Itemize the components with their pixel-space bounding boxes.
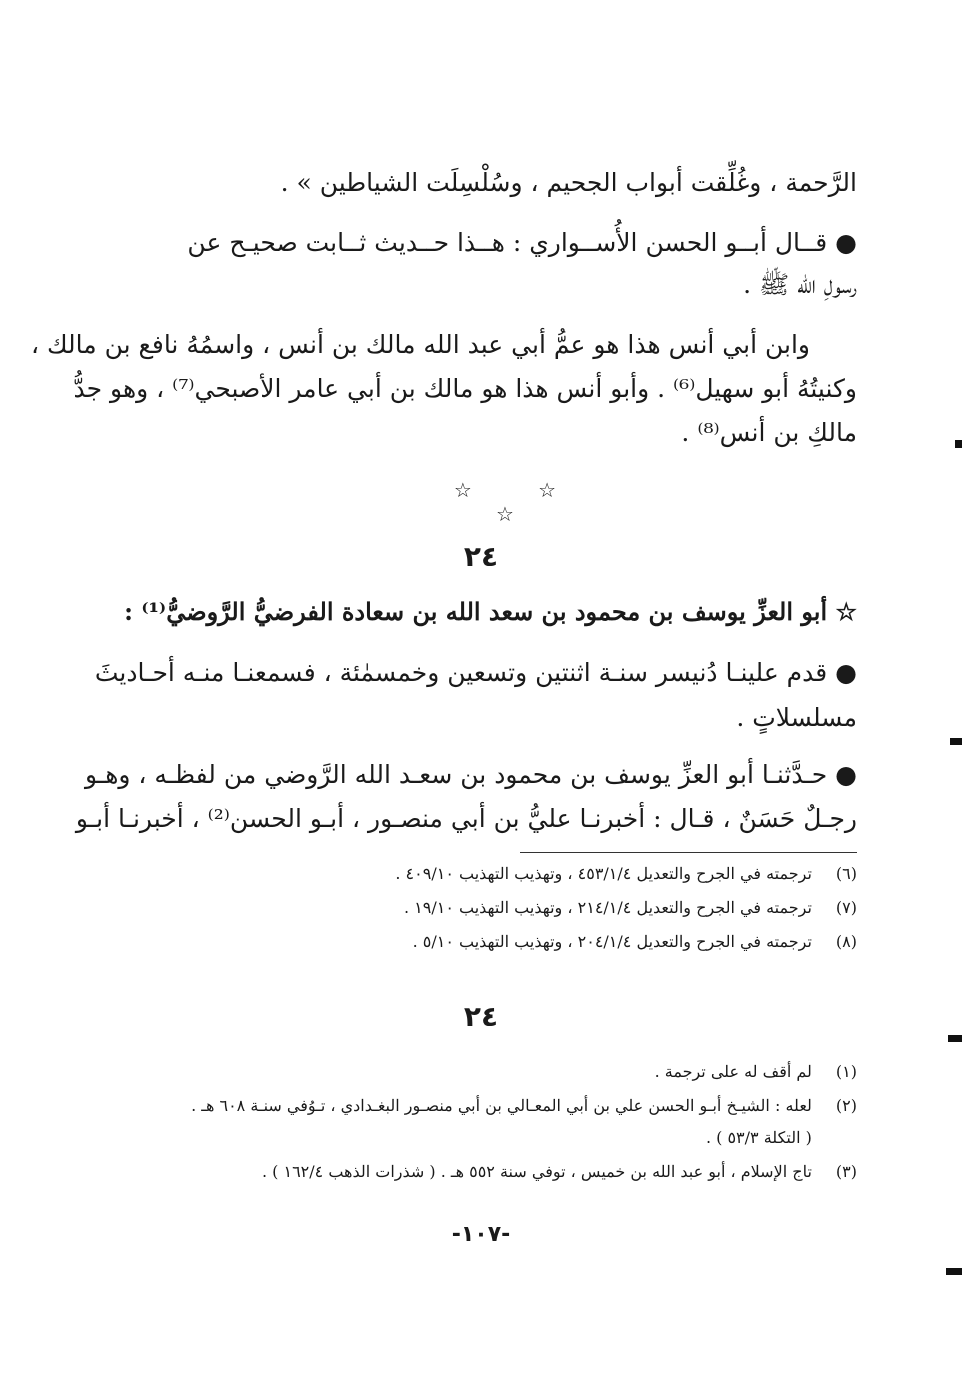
footnote-7 xyxy=(370,900,857,916)
footnote-text: لم أقف له على ترجمة . xyxy=(654,1062,812,1081)
section-separator-stars: ☆ ☆ ☆ xyxy=(453,478,587,526)
body-line-3: رسولِ الله ﷺ . xyxy=(743,270,857,299)
footnote-number: (٧) xyxy=(835,898,857,917)
scan-edge-mark xyxy=(948,1035,962,1042)
entry-title: ☆ أبو العزِّ يوسف بن محمود بن سعد الله بن سعادة الفرضيُّ الرَّوضيُّ⁽¹⁾ : xyxy=(124,597,857,626)
body-line-5: وكنيتُهُ أبو سهيل⁽⁶⁾ . وأبو أنس هذا هو مالك بن أبي عامر الأصبحي⁽⁷⁾ ، وهو جدُّ xyxy=(73,374,857,403)
footnote-3 xyxy=(220,1164,857,1180)
entry-line-1: ● قدم علينـا دُنيسر سنـة اثنتين وتسعين وخمسمٰئة ، فسمعنـا منـه أحـاديثَ xyxy=(94,658,857,687)
body-line-6: مالكِ بن أنس⁽⁸⁾ . xyxy=(681,418,857,447)
footnote-text: ترجمته في الجرح والتعديل ٢٠٤/١/٤ ، وتهذيب التهذيب ٥/١٠ . xyxy=(412,932,812,951)
footnote-2-continuation xyxy=(500,1130,857,1146)
entry-line-4: رجـلٌ حَسَنٌ ، قـال : أخبرنـا عليُّ بن أبي منصـور ، أبـو الحسن⁽²⁾ ، أخبرنـا أبـو xyxy=(75,804,857,833)
entry-line-3: ● حـدَّثنـا أبو العزِّ يوسف بن محمود بن سعـد الله الرَّوضي من لفظـه ، وهـو xyxy=(84,760,857,789)
scan-edge-mark xyxy=(946,1268,962,1275)
body-line-4: وابن أبي أنس هذا هو عمُّ أبي عبد الله مالك بن أنس ، واسمُهُ نافع بن مالك ، xyxy=(30,330,810,359)
entry-number: ٢٤ xyxy=(463,540,499,573)
footnote-text: تاج الإسلام ، أبو عبد الله بن خميس ، توفي سنة ٥٥٢ هـ . ( شذرات الذهب ١٦٢/٤ ) . xyxy=(261,1162,812,1181)
footnote-number: (٨) xyxy=(835,932,857,951)
footnote-text: ( التكلة ٥٣/٣ ) . xyxy=(705,1128,812,1147)
footnote-number: (١) xyxy=(835,1062,857,1081)
footnote-number: (٣) xyxy=(835,1162,857,1181)
page-number: -١٠٧- xyxy=(451,1222,511,1247)
footnote-text: لعله : الشيـخ أبـو الحسن علي بن أبي المعـالي بن أبي منصـور البغـدادي ، تـوُفي سنـة ٦٠٨ هـ . xyxy=(191,1096,812,1115)
footnote-text: ترجمته في الجرح والتعديل ٢١٤/١/٤ ، وتهذيب التهذيب ١٩/١٠ . xyxy=(403,898,812,917)
footnote-number: (٢) xyxy=(835,1096,857,1115)
footnote-1 xyxy=(400,1064,857,1080)
body-line-2: ● قــال أبــو الحسن الأُســواري : هــذا حــديث ثــابت صحيـح عن xyxy=(187,228,857,257)
footnote-text: ترجمته في الجرح والتعديل ٤٥٣/١/٤ ، وتهذيب التهذيب ٤٠٩/١٠ . xyxy=(395,864,812,883)
footnote-rule xyxy=(520,852,857,853)
footnote-number: (٦) xyxy=(835,864,857,883)
scan-edge-mark xyxy=(950,738,962,745)
footnote-section-number: ٢٤ xyxy=(463,1000,499,1033)
footnote-6 xyxy=(370,866,857,882)
body-line-1: الرَّحمة ، وغُلِّقت أبواب الجحيم ، وسُلْسِلَت الشياطين » . xyxy=(280,168,857,197)
footnote-8 xyxy=(370,934,857,950)
footnote-2 xyxy=(170,1098,857,1114)
scan-edge-mark xyxy=(955,440,962,448)
entry-line-2: مسلسلاتٍ . xyxy=(736,703,857,732)
